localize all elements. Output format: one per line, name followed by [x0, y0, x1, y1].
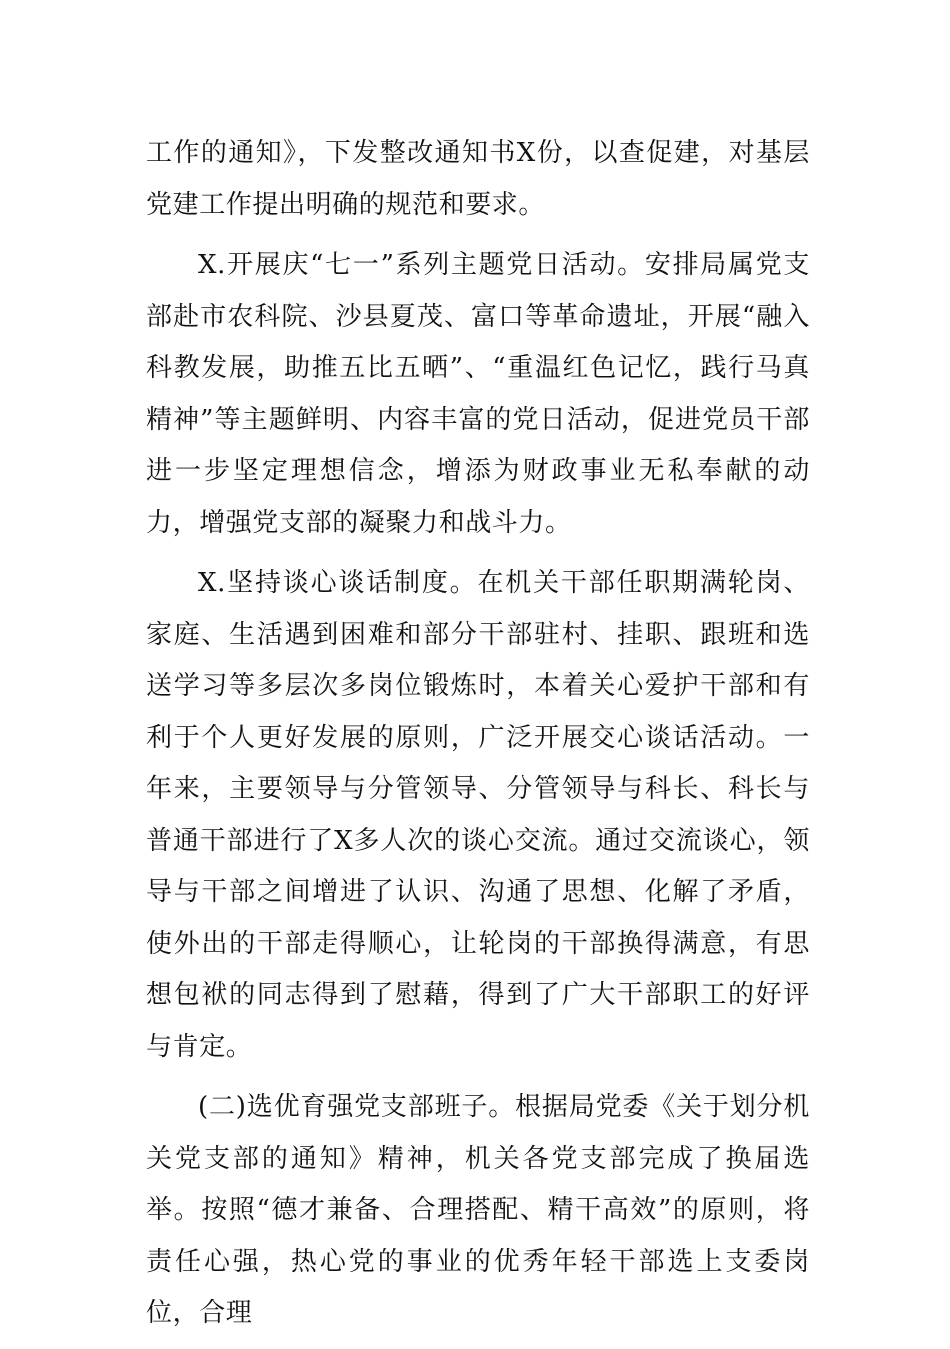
paragraph-party-day-activities: X.开展庆“七一”系列主题党日活动。安排局属党支部赴市农科院、沙县夏茂、富口等革命遗址，开展“融入科教发展，助推五比五晒”、“重温红色记忆，践行马真精神”等主题鲜明、内容丰富的党日活动，促进党员干部进一步坚定理想信念，增添为财政事业无私奉献的动力，增强党支部的凝聚力和战斗力。: [146, 250, 810, 538]
paragraph-heart-to-heart-talks: X.坚持谈心谈话制度。在机关干部任职期满轮岗、家庭、生活遇到困难和部分干部驻村、挂职、跟班和选送学习等多层次多岗位锻炼时，本着关心爱护干部和有利于个人更好发展的原则，广泛开展交心谈话活动。一年来，主要领导与分管领导、分管领导与科长、科长与普通干部进行了X多人次的谈心交流。通过交流谈心，领导与干部之间增进了认识、沟通了思想、化解了矛盾，使外出的干部走得顺心，让轮岗的干部换得满意，有思想包袱的同志得到了慰藉，得到了广大干部职工的好评与肯定。: [146, 568, 810, 1062]
paragraph-continuation: 工作的通知》，下发整改通知书X份，以查促建，对基层党建工作提出明确的规范和要求。: [146, 138, 810, 220]
paragraph-branch-committee: (二)选优育强党支部班子。根据局党委《关于划分机关党支部的通知》精神，机关各党支部完成了换届选举。按照“德才兼备、合理搭配、精干高效”的原则，将责任心强，热心党的事业的优秀年轻干部选上支委岗位，合理: [146, 1092, 810, 1328]
document-body: [146, 128, 810, 1349]
